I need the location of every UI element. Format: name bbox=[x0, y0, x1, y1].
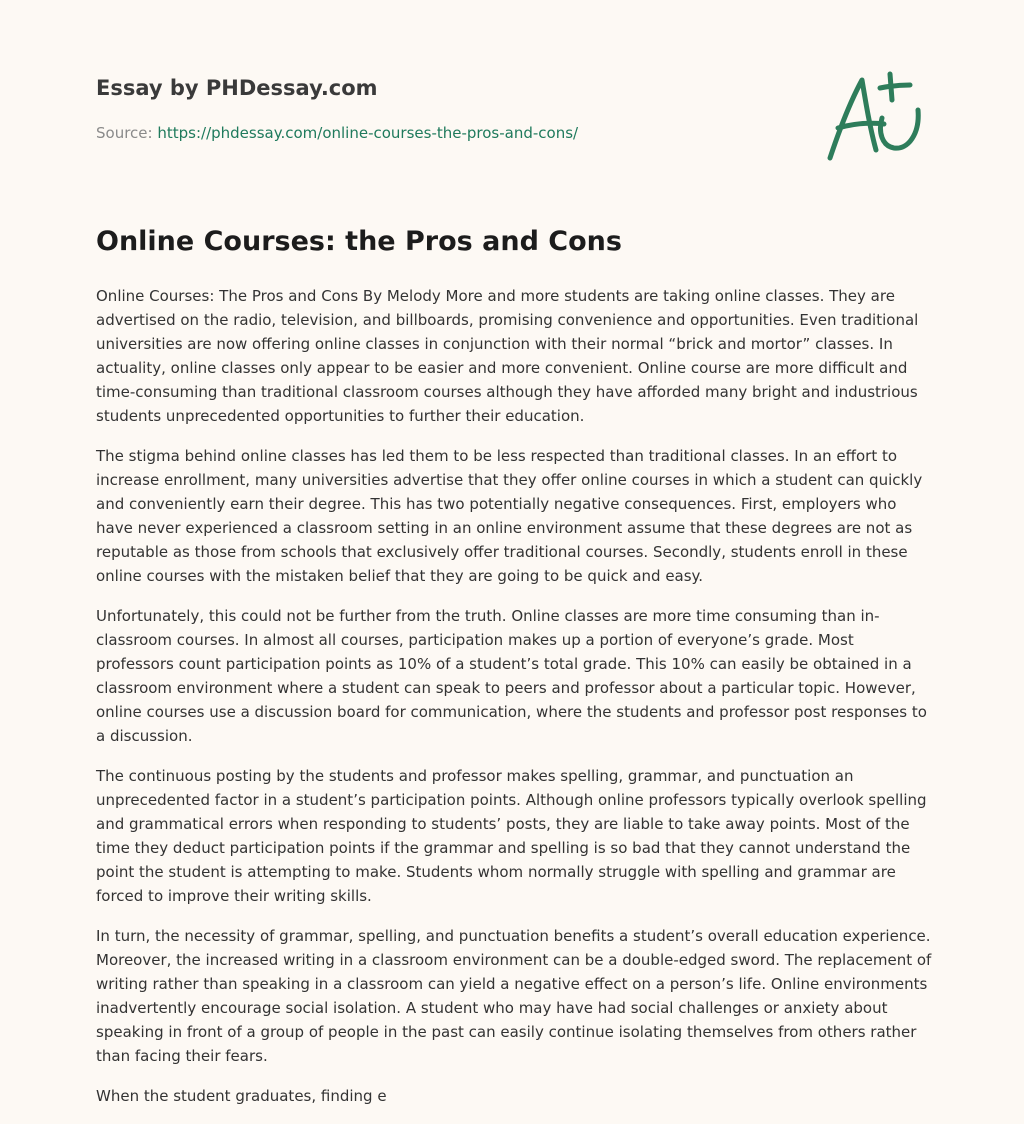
essay-paragraph-truncated: When the student graduates, finding e bbox=[96, 1087, 387, 1105]
essay-paragraph: Online Courses: The Pros and Cons By Melody More and more students are taking online classes. They are advertised on the radio, television, and billboards, promising convenience and opportunities. Even traditional universities are now offering online classes in conjunction with their normal “brick and mortor” classes. In actuality, online classes only appear to be easier and more convenient. Online course are more difficult and time-consuming than traditional classroom courses although they have afforded many bright and industrious students unprecedented opportunities to further their education. bbox=[96, 287, 919, 425]
essay-paragraph: In turn, the necessity of grammar, spelling, and punctuation benefits a student’s overall education experience. Moreover, the increased writing in a classroom environment can be a double-edged sword. The replacement of writing rather than speaking in a classroom can yield a negative effect on a person’s life. Online environments inadvertently encourage social isolation. A student who may have had social challenges or anxiety about speaking in front of a group of people in the past can easily continue isolating themselves from others rather than facing their fears. bbox=[96, 927, 932, 1065]
essay-paragraph: The stigma behind online classes has led them to be less respected than traditional classes. In an effort to increase enrollment, many universities advertise that they offer online courses in which a student can quickly and conveniently earn their degree. This has two potentially negative consequences. First, employers who have never experienced a classroom setting in an online environment assume that these degrees are not as reputable as those from schools that exclusively offer traditional courses. Secondly, students enroll in these online courses with the mistaken belief that they are going to be quick and easy. bbox=[96, 447, 923, 585]
source-label: Source: bbox=[96, 124, 153, 142]
essay-paragraph: Unfortunately, this could not be further from the truth. Online classes are more time consuming than in-classroom courses. In almost all courses, participation makes up a portion of everyone’s grade. Most professors count participation points as 10% of a student’s total grade. This 10% can easily be obtained in a classroom environment where a student can speak to peers and professor about a particular topic. However, online courses use a discussion board for communication, where the students and professor post responses to a discussion. bbox=[96, 607, 927, 745]
site-title: Essay by PHDessay.com bbox=[96, 76, 378, 100]
source-link[interactable]: https://phdessay.com/online-courses-the-pros-and-cons/ bbox=[157, 124, 579, 142]
essay-title: Online Courses: the Pros and Cons bbox=[96, 226, 622, 257]
a-plus-grade-icon bbox=[818, 66, 928, 166]
source-line bbox=[96, 124, 578, 142]
essay-body bbox=[96, 284, 932, 1124]
essay-paragraph: The continuous posting by the students and professor makes spelling, grammar, and punctuation an unprecedented factor in a student’s participation points. Although online professors typically overlook spelling and grammatical errors when responding to students’ posts, they are liable to take away points. Most of the time they deduct participation points if the grammar and spelling is so bad that they cannot understand the point the student is attempting to make. Students whom normally struggle with spelling and grammar are forced to improve their writing skills. bbox=[96, 767, 927, 905]
